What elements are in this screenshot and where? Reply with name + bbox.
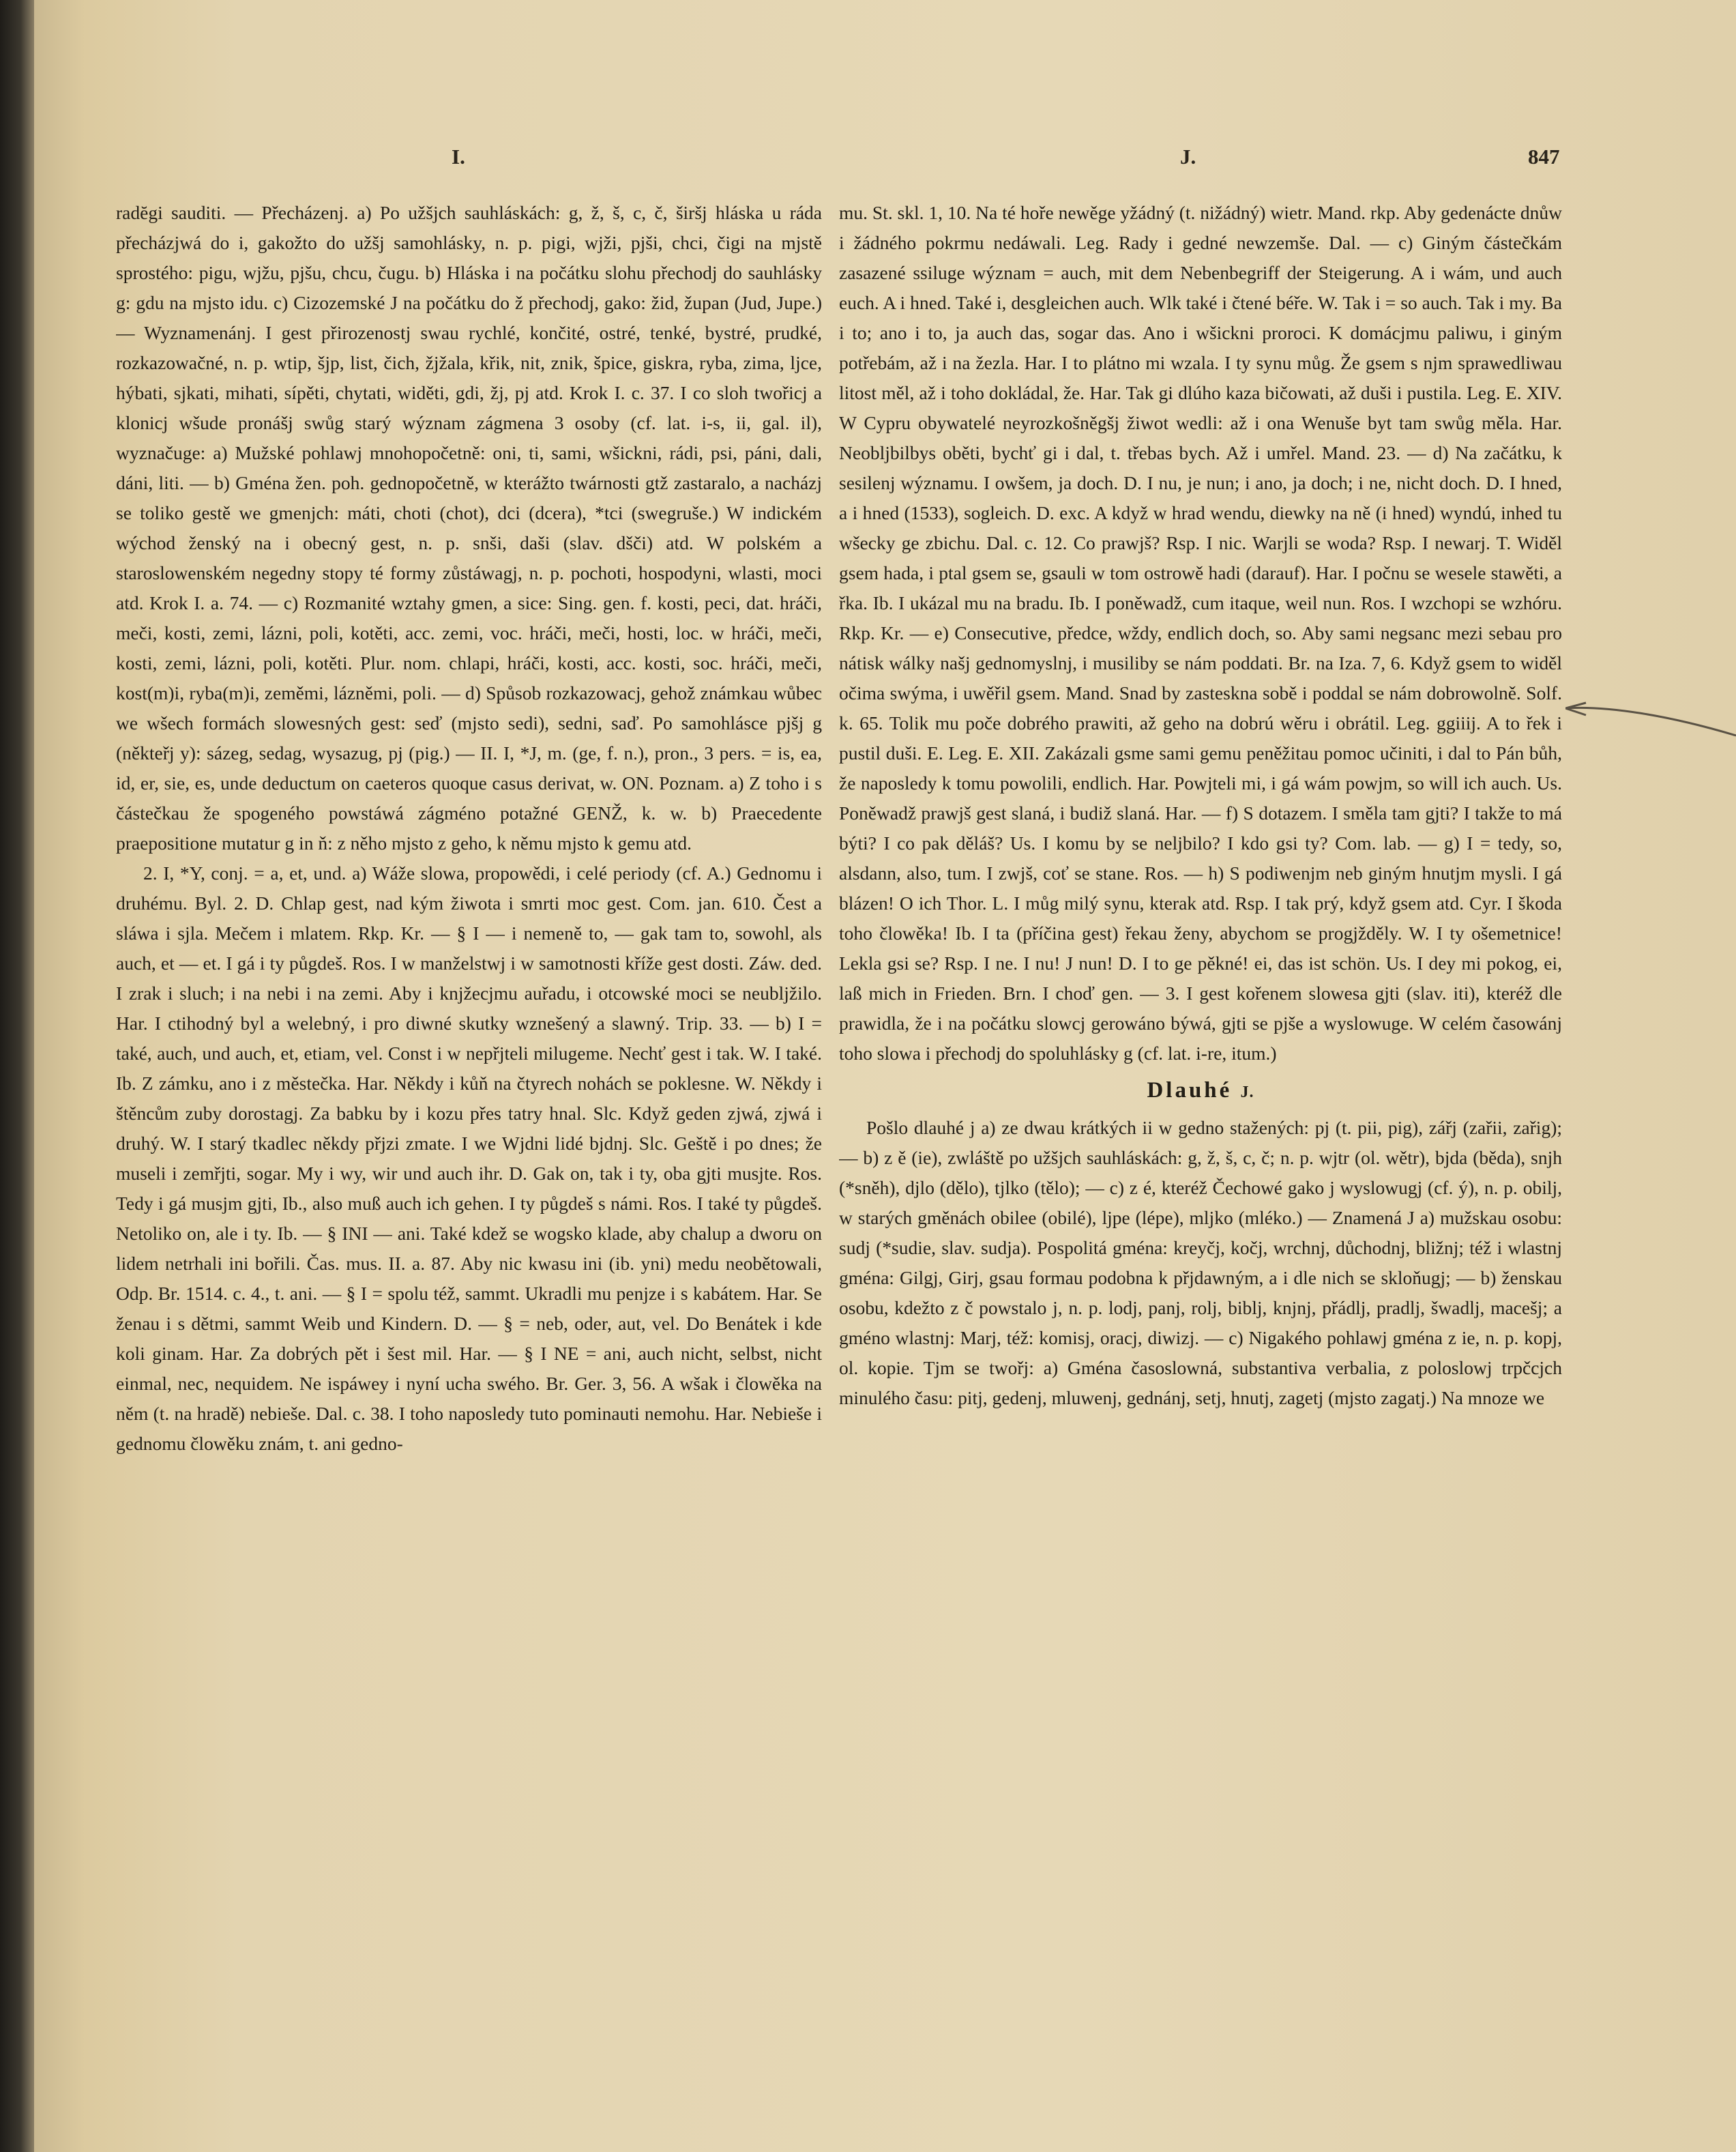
page-number: 847: [1528, 145, 1560, 169]
entry-paragraph: radĕgi sauditi. — Přecházenj. a) Po užšjch sauhláskách: g, ž, š, c, č, širšj hláska u ráda přecházjwá do i, gakožto do užšj samohlásky, n. p. pigi, wjži, pjši, chci, čigi na mjstě sprostého: pigu, wjžu, pjšu, chcu, čugu. b) Hláska i na počátku slohu přechodj do sauhlásky g: gdu na mjsto idu. c) Cizozemské J na počátku do ž přechodj, gako: žid, župan (Jud, Jupe.) — Wyznamenánj. I gest přirozenostj swau rychlé, končité, ostré, tenké, bystré, prudké, rozkazowačné, n. p. wtip, šjp, list, čich, žjžala, křik, nit, znik, špice, giskra, ryba, zima, ljce, hýbati, sjkati, mihati, sípěti, chytati, widěti, gdi, žj, pj atd. Krok I. c. 37. I co sloh twořicj a klonicj wšude pronášj swůg starý wýznam zágmena 3 osoby (cf. lat. i-s, ii, gal. il), wyznačuge: a) Mužské pohlawj mnohopočetně: oni, ti, sami, wšickni, rádi, psi, páni, dali, dáni, liti. — b) Gména žen. poh. gednopočetně, w kterážto twárnosti gtž zastaralo, a nacházj se toliko gestě we gmenjch: máti, choti (chot), dci (dcera), *tci (swegruše.) W indickém wýchod ženský na i obecný gest, n. p. snši, daši (slav. dšči) atd. W polském a staroslowenském negedny stopy té formy zůstáwagj, n. p. pochoti, hospodyni, wlasti, moci atd. Krok I. a. 74. — c) Rozmanité wztahy gmen, a sice: Sing. gen. f. kosti, peci, dat. hráči, meči, kosti, zemi, lázni, poli, kotěti, acc. zemi, voc. hráči, meči, hosti, loc. w hráči, meči, kosti, zemi, lázni, poli, kotěti. Plur. nom. chlapi, hráči, kosti, acc. kosti, soc. hráči, meči, kost(m)i, ryba(m)i, zeměmi, lázněmi, poli. — d) Spůsob rozkazowacj, gehož známkau wůbec we wšech formách slowesných gest: seď (mjsto sedi), sedni, saď. Po samohlásce pjšj g (někteřj y): sázeg, sedag, wysazug, pj (pig.) — II. I, *J, m. (ge, f. n.), pron., 3 pers. = is, ea, id, er, sie, es, unde deductum on caeteros quoque casus derivat, w. ON. Poznam. a) Z toho i s částečkau že spogeného powstáwá zágméno potažné GENŽ, k. w. b) Praecedente praepositione mutatur g in ň: z něho mjsto z geho, k němu mjsto k gemu atd.: [116, 202, 822, 854]
left-column: [116, 198, 822, 2067]
entry-paragraph: mu. St. skl. 1, 10. Na té hoře newěge yžádný (t. nižádný) wietr. Mand. rkp. Aby gedenácte dnůw i žádného pokrmu nedáwali. Leg. Rady i gedné newzemše. Dal. — c) Giným částečkám zasazené ssiluge wýznam = auch, mit dem Nebenbegriff der Steigerung. A i wám, und auch euch. A i hned. Také i, desgleichen auch. Wlk také i čtené béře. W. Tak i = so auch. Tak i my. Ba i to; ano i to, ja auch das, sogar das. Ano i wšickni proroci. K domácjmu paliwu, i giným potřebám, až i na žezla. Har. I to plátno mi wzala. I ty synu můg. Že gsem s njm sprawedliwau litost měl, až i toho dokládal, že. Har. Tak gi dlúho kaza bičowati, až duši i pustila. Leg. E. XIV. W Cypru obywatelé neyrozkošněgšj žiwot wedli: až i ona Wenuše byt tam swůg měla. Har. Neobljbilbys oběti, bychť gi i dal, t. třebas bych. Až i umřel. Mand. 23. — d) Na začátku, k sesilenj wýznamu. I owšem, ja doch. D. I nu, je nun; i ano, ja doch; i ne, nicht doch. D. I hned, a i hned (1533), sogleich. D. exc. A když w hrad wendu, diewky na ně (i hned) wyndú, inhed tu wšecky ge zbichu. Dal. c. 12. Co prawjš? Rsp. I nic. Warjli se woda? Rsp. I newarj. T. Widěl gsem hada, i ptal gsem se, gsauli w tom ostrowě hadi (darauf). Har. I počnu se wesele stawěti, a řka. Ib. I ukázal mu na bradu. Ib. I poněwadž, cum itaque, weil nun. Ros. I wzchopi se wzhóru. Rkp. Kr. — e) Consecutive, předce, wždy, endlich doch, so. Aby sami negsanc mezi sebau pro nátisk wálky našj gednomyslnj, i musiliby se nám poddati. Br. na Iza. 7, 6. Když gsem to widěl očima swýma, i uwěřil gsem. Mand. Snad by zasteskna sobě i poddal se nám dobrowolně. Solf. k. 65. Tolik mu poče dobrého prawiti, až geho na dobrú wěru i obrátil. Leg. ggiiij. A to řek i pustil duši. E. Leg. E. XII. Zakázali gsme sami gemu peněžitau pomoc učiniti, i dal to Pán bůh, že naposledy k tomu powolili, endlich. Har. Powjteli mi, i gá wám powjm, so will ich auch. Us. Poněwadž prawjš gest slaná, i budiž slaná. Har. — f) S dotazem. I směla tam gjti? I takže to má býti? I co pak děláš? Us. I komu by se neljbilo? I kdo gsi ty? Com. lab. — g) I = tedy, so, alsdann, also, tum. I zwjš, coť se stane. Ros. — h) S podiwenjm neb giným hnutjm mysli. I gá blázen! O ich Thor. L. I můg milý synu, kterak atd. Rsp. I tak prý, když gsem atd. Cyr. I škoda toho člowěka! Ib. I ta (příčina gest) řekau ženy, abychom se progjžděly. W. I ty ošemetnice! Lekla gsi se? Rsp. I ne. I nu! J nun! D. I to ge pěkné! ei, das ist schön. Us. I dey mi pokog, ei, laß mich in Frieden. Brn. I choď gen. — 3. I gest kořenem slowesa gjti (slav. iti), kteréž dle prawidla, že i na počátku slowcj gerowáno býwá, gjti se pjše a wyslowuge. W celém časowánj toho slowa i přechodj do spoluhlásky g (cf. lat. i-re, itum.): [839, 202, 1562, 1064]
section-heading-word: Dlauhé: [1147, 1078, 1233, 1103]
dictionary-page: [34, 0, 1736, 2152]
section-heading: [839, 1074, 1562, 1109]
header-center-letter: J.: [1180, 145, 1196, 169]
margin-pencil-mark: [1565, 688, 1736, 742]
book-spine-shadow: [0, 0, 34, 2152]
entry-paragraph: 2. I, *Y, conj. = a, et, und. a) Wáže slowa, propowědi, i celé periody (cf. A.) Gednomu i druhému. Byl. 2. D. Chlap gest, nad kým žiwota i smrti moc gest. Com. jan. 610. Čest a sláwa i sjla. Mečem i mlatem. Rkp. Kr. — § I — i nemeně to, — gak tam to, sowohl, als auch, et — et. I gá i ty půgdeš. Ros. I w manželstwj i w samotnosti kříže gest dosti. Záw. ded. I zrak i sluch; i na nebi i na zemi. Aby i knjžecjmu auřadu, i otcowské moci se neubljžilo. Har. I ctihodný byl a welebný, i pro diwné skutky wznešený a slawný. Trip. 33. — b) I = také, auch, und auch, et, etiam, vel. Const i w nepřjteli milugeme. Nechť gest i tak. W. I také. Ib. Z zámku, ano i z městečka. Har. Někdy i kůň na čtyrech nohách se poklesne. W. Někdy i štěncům zuby dorostagj. Za babku by i kozu přes tatry hnal. Slc. Když geden zjwá, zjwá i druhý. W. I starý tkadlec někdy přjzi zmate. I we Wjdni lidé bjdnj. Slc. Geště i po dnes; že museli i zemřjti, sogar. My i wy, wir und auch ihr. D. Gak on, tak i ty, oba gjti musjte. Ros. Tedy i gá musjm gjti, Ib., also muß auch ich gehen. I ty půgdeš s námi. Ros. I také ty půgdeš. Netoliko on, ale i ty. Ib. — § INI — ani. Také kdež se wogsko klade, aby chalup a dworu on lidem netrhali ini bořili. Čas. mus. II. a. 87. Aby nic kwasu ini (ib. yni) medu neobětowali, Odp. Br. 1514. c. 4., t. ani. — § I = spolu též, sammt. Ukradli mu penjze i s kabátem. Har. Se ženau i s dětmi, sammt Weib und Kindern. D. — § = neb, oder, aut, vel. Do Benátek i kde koli ginam. Har. Za dobrých pět i šest mil. Har. — § I NE = ani, auch nicht, selbst, nicht einmal, nec, nequidem. Ne ispáwey i nyní ucha swého. Br. Ger. 3, 56. A wšak i člowěka na něm (t. na hradě) nebieše. Dal. c. 38. I toho naposledy tuto pominauti nemohu. Har. Nebieše i gednomu člowěku znám, t. ani gedno-: [116, 862, 822, 1454]
running-header: [34, 145, 1736, 186]
section-heading-letter: J.: [1240, 1084, 1254, 1101]
right-column: [839, 198, 1562, 2067]
header-left-letter: I.: [452, 145, 465, 169]
entry-paragraph: Pošlo dlauhé j a) ze dwau krátkých ii w gedno stažených: pj (t. pii, pig), zářj (zařii, zařig); — b) z ě (ie), zwláště po užšjch sauhláskách: g, ž, š, c, č; n. p. wjtr (ol. wětr), bjda (běda), snjh (*sněh), djlo (dělo), tjlko (tělo); — c) z é, kteréž Čechowé gako j wyslowugj (cf. ý), n. p. obilj, w starých gměnách obilee (obilé), ljpe (lépe), mljko (mléko.) — Znamená J a) mužskau osobu: sudj (*sudie, slav. sudja). Pospolitá gména: kreyčj, kočj, wrchnj, důchodnj, bližnj; též i wlastnj gména: Gilgj, Girj, gsau formau podobna k přjdawným, a i dle nich se skloňugj; — b) ženskau osobu, kdežto z č powstalo j, n. p. lodj, panj, rolj, biblj, knjnj, přádlj, pradlj, šwadlj, macešj; a gméno wlastnj: Marj, též: komisj, oracj, diwizj. — c) Nigakého pohlawj gména z ie, n. p. kopj, ol. kopie. Tjm se twořj: a) Gména časoslowná, substantiva verbalia, z poloslowj trpčcjch minulého času: pitj, gedenj, mluwenj, gednánj, setj, hnutj, zagetj (mjsto zagatj.) Na mnoze we: [839, 1117, 1562, 1408]
